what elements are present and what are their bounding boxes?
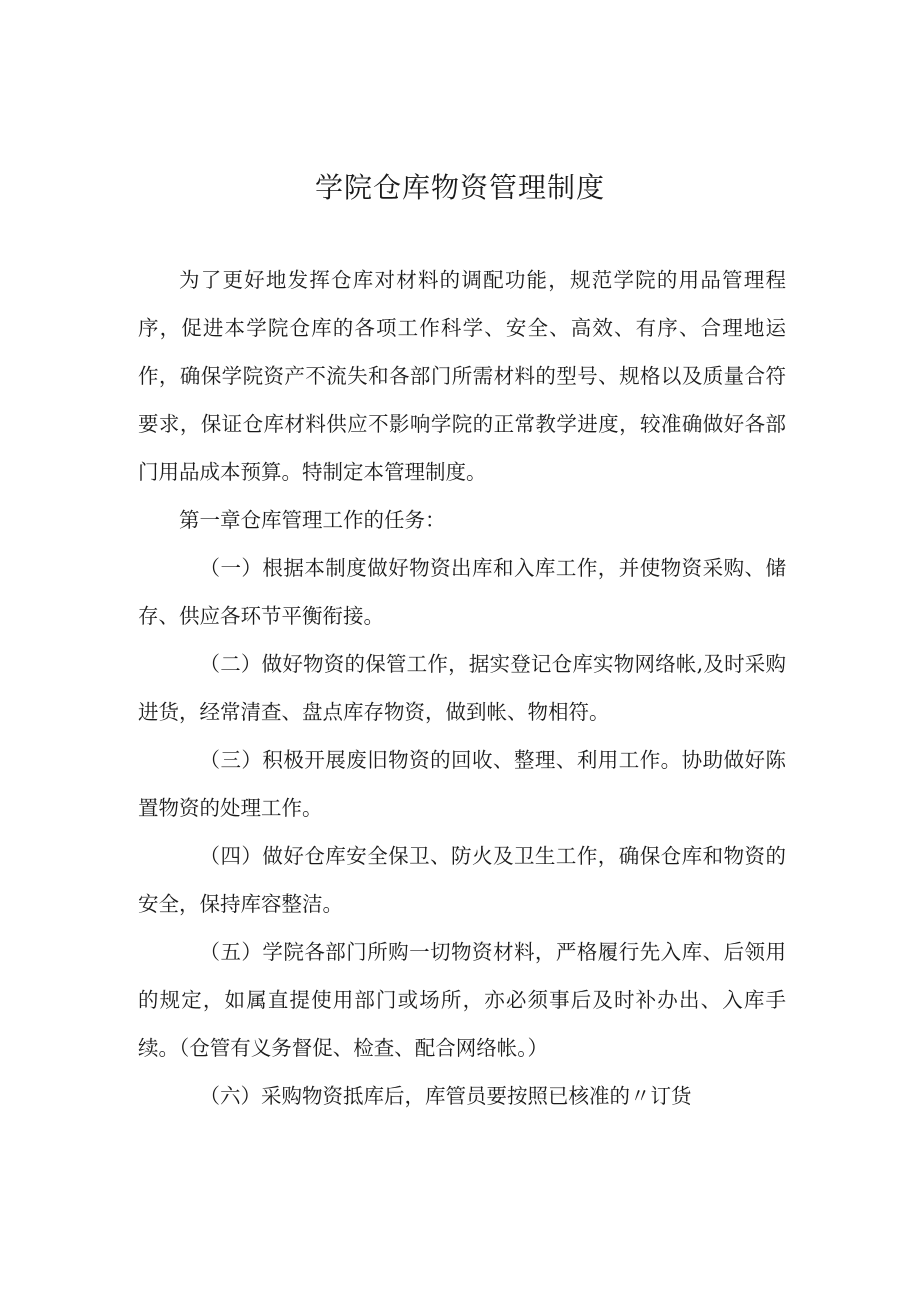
list-item: （一）根据本制度做好物资出库和入库工作，并使物资采购、储存、供应各环节平衡衔接。 bbox=[138, 556, 786, 628]
document-body bbox=[138, 256, 786, 1120]
list-item: （二）做好物资的保管工作，据实登记仓库实物网络帐,及时采购进货，经常清查、盘点库存物资，做到帐、物相符。 bbox=[138, 652, 786, 724]
list-item: （四）做好仓库安全保卫、防火及卫生工作，确保仓库和物资的安全，保持库容整洁。 bbox=[138, 844, 786, 916]
document-title: 学院仓库物资管理制度 bbox=[314, 171, 605, 204]
list-item: （三）积极开展废旧物资的回收、整理、利用工作。协助做好陈置物资的处理工作。 bbox=[138, 748, 786, 820]
chapter-heading: 第一章仓库管理工作的任务： bbox=[179, 508, 446, 532]
list-item: （六）采购物资抵库后，库管员要按照已核准的〃订货 bbox=[199, 1084, 692, 1108]
list-item: （五）学院各部门所购一切物资材料，严格履行先入库、后领用的规定，如属直提使用部门或场所，亦必须事后及时补办出、入库手续。（仓管有义务督促、检查、配合网络帐。） bbox=[138, 940, 786, 1060]
intro-paragraph: 为了更好地发挥仓库对材料的调配功能，规范学院的用品管理程序，促进本学院仓库的各项工作科学、安全、高效、有序、合理地运作，确保学院资产不流失和各部门所需材料的型号、规格以及质量合符要求，保证仓库材料供应不影响学院的正常教学进度，较准确做好各部门用品成本预算。特制定本管理制度。 bbox=[138, 268, 786, 484]
